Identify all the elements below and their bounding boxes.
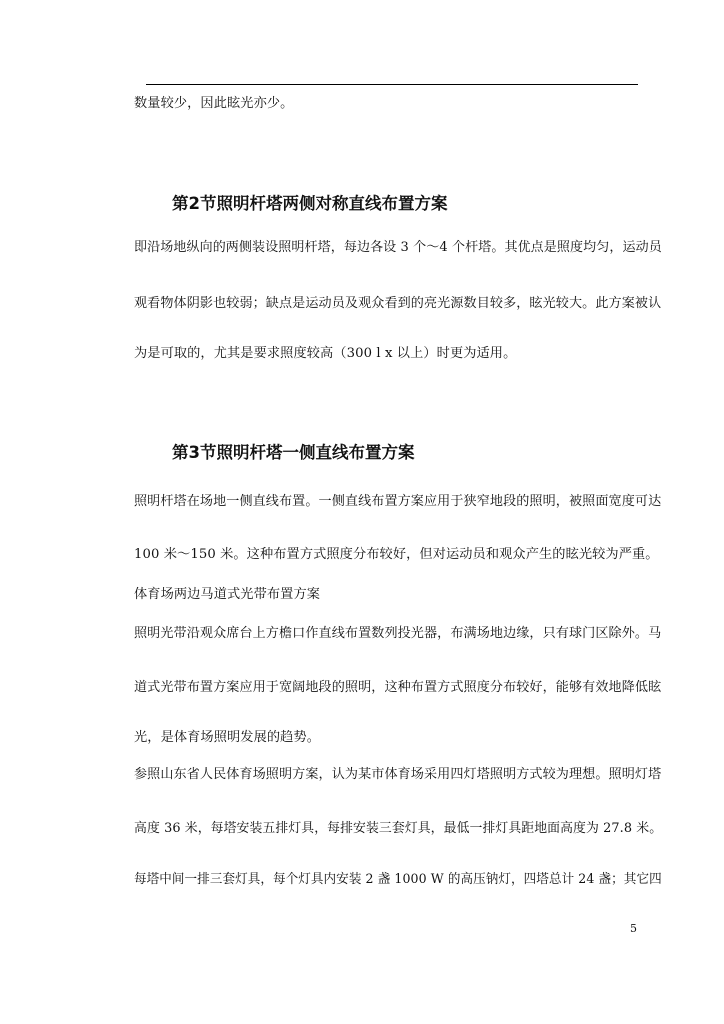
continuation-text: 数量较少，因此眩光亦少。 <box>134 96 294 111</box>
section-3-line-7: 参照山东省人民体育场照明方案，认为某市体育场采用四灯塔照明方式较为理想。照明灯塔 <box>134 767 662 782</box>
subsection-title: 体育场两边马道式光带布置方案 <box>134 587 321 602</box>
section-2-line-3: 为是可取的，尤其是要求照度较高（300 l x 以上）时更为适用。 <box>134 346 517 361</box>
section-3-line-4: 照明光带沿观众席台上方檐口作直线布置数列投光器，布满场地边缘，只有球门区除外。马 <box>134 626 662 641</box>
section-3-line-9: 每塔中间一排三套灯具，每个灯具内安装 2 盏 1000 W 的高压钠灯，四塔总计 24 盏；其它四 <box>134 872 662 887</box>
section-2-heading: 第2节照明杆塔两侧对称直线布置方案 <box>172 194 448 213</box>
section-3-line-5: 道式光带布置方案应用于宽阔地段的照明，这种布置方式照度分布较好，能够有效地降低眩 <box>134 680 662 695</box>
section-3-heading: 第3节照明杆塔一侧直线布置方案 <box>172 443 415 462</box>
section-2-line-1: 即沿场地纵向的两侧装设照明杆塔，每边各设 3 个～4 个杆塔。其优点是照度均匀，运动员 <box>134 240 662 255</box>
page-number: 5 <box>630 922 637 935</box>
section-2-line-2: 观看物体阴影也较弱；缺点是运动员及观众看到的亮光源数目较多，眩光较大。此方案被认 <box>134 296 662 311</box>
section-3-line-1: 照明杆塔在场地一侧直线布置。一侧直线布置方案应用于狭窄地段的照明，被照面宽度可达 <box>134 494 662 509</box>
section-3-line-6: 光，是体育场照明发展的趋势。 <box>134 730 321 745</box>
section-3-line-8: 高度 36 米，每塔安装五排灯具，每排安装三套灯具，最低一排灯具距地面高度为 27.8 米。 <box>134 821 663 836</box>
section-3-line-2: 100 米～150 米。这种布置方式照度分布较好，但对运动员和观众产生的眩光较为严重。 <box>134 547 659 562</box>
header-rule <box>146 84 638 85</box>
